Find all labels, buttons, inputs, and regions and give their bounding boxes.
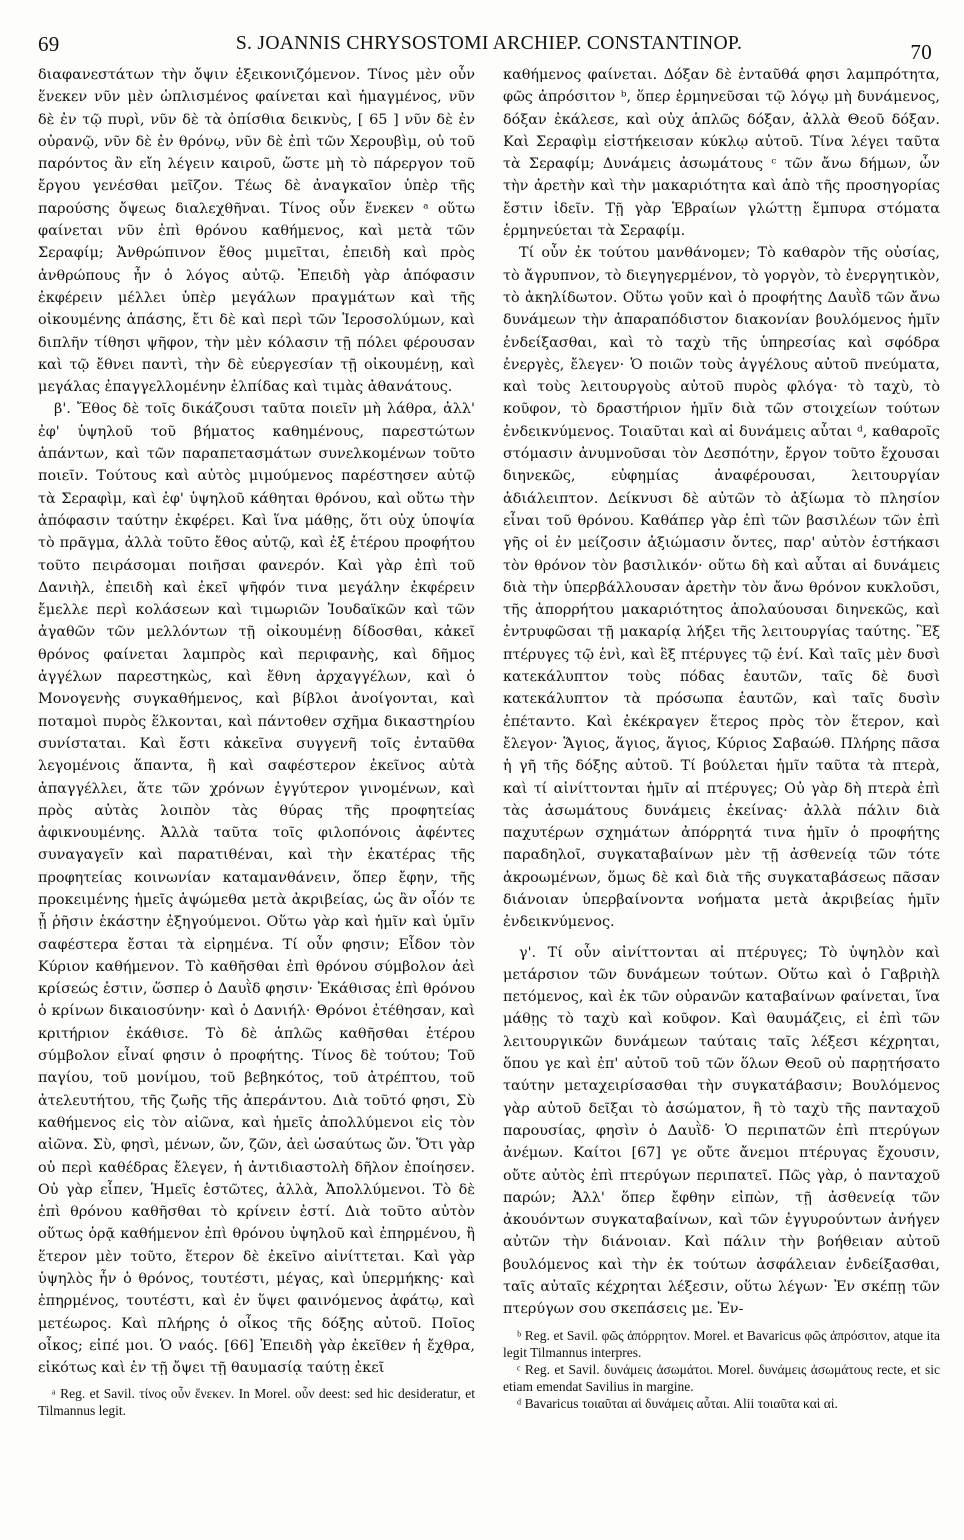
right-footnotes bbox=[503, 1327, 940, 1412]
left-paragraph-1: διαφανεστάτων τὴν ὄψιν ἐξεικονιζόμενον. Τίνος μὲν οὖν ἕνεκεν νῦν μὲν ὡπλισμένος φαίνεται καὶ ἡμαγμένος, νῦν δὲ ἐν τῷ πυρὶ, νῦν δὲ τὰ ὀπίσθια δεικνὺς, [ 65 ] νῦν δὲ ἐν οὐρανῷ, νῦν δὲ ἐν θρόνῳ, νῦν δὲ ἐπὶ τῶν Χερουβὶμ, οὐ τοῦ παρόντος ἂν εἴη λέγειν καιροῦ, ὥστε μὴ τὸ πάρεργον τοῦ ἔργου γενέσθαι μεῖζον. Τέως δὲ ἀναγκαῖον ὑπὲρ τῆς παρούσης ὄψεως διαλεχθῆναι. Τίνος οὖν ἕνεκεν ᵃ οὕτω φαίνεται νῦν ἐπὶ θρόνου καθήμενος, καὶ μετὰ τῶν Σεραφίμ; Ἀνθρώπινον ἔθος μιμεῖται, ἐπειδὴ καὶ πρὸς ἀνθρώπους ἦν ὁ λόγος αὐτῷ. Ἐπειδὴ γὰρ ἀπόφασιν ἐκφέρειν μέλλει ὑπὲρ μεγάλων πραγμάτων καὶ τῆς οἰκουμένης ἁπάσης, ἔτι δὲ καὶ περὶ τῶν Ἱεροσολύμων, καὶ διπλῆν τίθησι ψῆφον, τὴν μὲν κόλασιν τῇ πόλει φέρουσαν καὶ τῷ ἔθνει παντὶ, τὴν δὲ εὐεργεσίαν τῇ οἰκουμένῃ, καὶ μεγάλας ἐπαγγελλομένην ἐλπίδας καὶ τιμὰς ἀθανάτους. bbox=[38, 67, 475, 396]
page-number-left: 69 bbox=[38, 32, 60, 56]
left-paragraph-2: β'. Ἔθος δὲ τοῖς δικάζουσι ταῦτα ποιεῖν μὴ λάθρα, ἀλλ' ἐφ' ὑψηλοῦ τοῦ βήματος καθημένους, παρεστώτων ἁπάντων, καὶ τῶν παραπετασμάτων συνελκομένων τοῦτο ποιεῖν. Τούτους καὶ αὐτὸς μιμούμενος παρέστησεν αὐτῷ τὰ Σεραφὶμ, καὶ ἐφ' ὑψηλοῦ κάθηται θρόνου, καὶ οὕτω τὴν ἀπόφασιν ταύτην ἐκφέρει. Καὶ ἵνα μάθῃς, ὅτι οὐχ ὑποψία τὸ πρᾶγμα, ἀλλὰ τοῦτο ἔθος αὐτῷ, καὶ ἐξ ἑτέρου προφήτου τοῦτο πειράσομαι ποιῆσαι φανερόν. Καὶ γὰρ ἐπὶ τοῦ Δανιὴλ, ἐπειδὴ καὶ ἐκεῖ ψῆφόν τινα μεγάλην ἐκφέρειν ἔμελλε περὶ κολάσεων καὶ τιμωριῶν Ἰουδαϊκῶν καὶ τῶν ἀγαθῶν τῶν μελλόντων τῇ οἰκουμένῃ δίδοσθαι, κἀκεῖ θρόνος φαίνεται λαμπρὸς καὶ περιφανὴς, καὶ δῆμος ἀγγέλων παρεστηκὼς, καὶ ἔθνη ἀρχαγγέλων, καὶ ὁ Μονογενὴς συγκαθήμενος, καὶ βίβλοι ἀνοίγονται, καὶ ποταμοὶ πυρὸς ἕλκονται, καὶ πάντοθεν σχῆμα δικαστηρίου συνίσταται. Καὶ ἔστι κἀκεῖνα συγγενῆ τοῖς ἐνταῦθα λεγομένοις ἅπαντα, ἢ καὶ σαφέστερον ἐκεῖνος αὐτὰ ἀπαγγέλλει, ἅτε τῶν χρόνων ἐγγύτερον γινομένων, καὶ πρὸς αὐτὰς λοιπὸν τὰς θύρας τῆς προφητείας ἀφικνουμένης. Ἀλλὰ ταῦτα τοῖς φιλοπόνοις ἀφέντες συναγαγεῖν καὶ παρατιθέναι, καὶ τὴν ἑκατέρας τῆς προφητείας κοινωνίαν καταμανθάνειν, ὅπερ ἔφην, τῆς προκειμένης ἡμεῖς ἁψώμεθα μετὰ ἀκριβείας, ὡς ἂν οἷόν τε ᾖ ῥῆσιν ἑκάστην ἐξηγούμενοι. Οὕτω γὰρ καὶ ἡμῖν καὶ ὑμῖν σαφέστερα ἔσται τὰ εἰρημένα. Τί οὖν φησιν; Εἶδον τὸν Κύριον καθήμενον. Τὸ καθῆσθαι ἐπὶ θρόνου σύμβολον ἀεὶ κρίσεώς ἐστιν, ὥσπερ ὁ Δαυῒδ φησιν· Ἐκάθισας ἐπὶ θρόνου ὁ κρίνων δικαιοσύνην· καὶ ὁ Δανιήλ· Θρόνοι ἐτέθησαν, καὶ κριτήριον ἐκάθισε. Τὸ δὲ ἁπλῶς καθῆσθαι ἑτέρου σύμβολον εἶναί φησιν ὁ προφήτης. Τίνος δὲ τούτου; Τοῦ παγίου, τοῦ μονίμου, τοῦ βεβηκότος, τοῦ ἀτρέπτου, τοῦ ἀτελευτήτου, τῆς ζωῆς τῆς ἀπεράντου. Διὰ τοῦτό φησι, Σὺ καθήμενος εἰς τὸν αἰῶνα, καὶ ἡμεῖς ἀπολλύμενοι εἰς τὸν αἰῶνα. Σὺ, φησὶ, μένων, ὤν, ζῶν, ἀεὶ ὡσαύτως ὤν. Ὅτι γὰρ οὐ περὶ καθέδρας ἔλεγεν, ἡ ἀντιδιαστολὴ δῆλον ἐποίησεν. Οὐ γὰρ εἶπεν, Ἡμεῖς ἑστῶτες, ἀλλὰ, Ἀπολλύμενοι. Τὸ δὲ ἐπὶ θρόνου καθῆσθαι τὸ κρίνειν ἐστί. Διὰ τοῦτο αὐτὸν οὕτως ὁρᾷ καθήμενον ἐπὶ θρόνου ὑψηλοῦ καὶ ἐπηρμένου, ἢ ἕτερον μὲν τοῦτο, ἕτερον δὲ ἐκεῖνο αἰνίττεται. Καὶ γὰρ ὑψηλὸς ἦν ὁ θρόνος, τουτέστι, μέγας, καὶ ὑπερμήκης· καὶ ἐπηρμένος, τουτέστι, καὶ ἐν ὕψει φαινόμενος ἀφάτῳ, καὶ μετέωρος. Καὶ πλήρης ὁ οἶκος τῆς δόξης αὐτοῦ. Ποῖος οἶκος; εἰπέ μοι. Ὁ ναός. [66] Ἐπειδὴ γὰρ ἐκεῖθεν ἡ ἔχθρα, εἰκότως καὶ ἐν τῇ ὄψει τῇ θαυμασίᾳ ταύτῃ ἐκεῖ bbox=[38, 401, 475, 1377]
left-footnotes bbox=[38, 1384, 475, 1419]
right-paragraph-2: Τί οὖν ἐκ τούτου μανθάνομεν; Τὸ καθαρὸν τῆς οὐσίας, τὸ ἄγρυπνον, τὸ διεγηγερμένον, τὸ γοργὸν, τὸ ἐνεργητικὸν, τὸ ἀκηλίδωτον. Οὕτω γοῦν καὶ ὁ προφήτης Δαυῒδ τῶν ἄνω δυνάμεων τὴν ἀπαραπόδιστον διακονίαν βουλόμενος ἡμῖν ἐνδείξασθαι, καὶ τὸ ταχὺ τῆς ὑπηρεσίας καὶ σφόδρα ἐνεργὲς, ἔλεγεν· Ὁ ποιῶν τοὺς ἀγγέλους αὐτοῦ πνεύματα, καὶ τοὺς λειτουργοὺς αὐτοῦ πυρὸς φλόγα· τὸ ταχὺ, τὸ κοῦφον, τὸ δραστήριον ἡμῖν διὰ τῶν στοιχείων τούτων ἐνδεικνύμενος. Τοιαῦται καὶ αἱ δυνάμεις αὗται ᵈ, καθαροῖς στόμασιν ἀνυμνοῦσαι τὸν Δεσπότην, ἔργον τοῦτο ἔχουσαι διηνεκῶς, εὐφημίας ἀναφέρουσαι, λειτουργίαν ἀδιάλειπτον. Δείκνυσι δὲ αὐτῶν τὸ ἀξίωμα τὸ πλησίον εἶναι τοῦ θρόνου. Καθάπερ γὰρ ἐπὶ τῶν βασιλέων τῶν ἐπὶ γῆς οἱ ἐν μείζοσιν ἀξιώμασιν ὄντες, παρ' αὐτὸν ἑστήκασι τὸν θρόνον τὸν βασιλικόν· οὕτω δὴ καὶ αὗται αἱ δυνάμεις διὰ τὴν ὑπερβάλλουσαν ἀρετὴν τὸν ἄνω θρόνον κυκλοῦσι, τῆς ἀπορρήτου μακαριότητος ἀπολαύουσαι διηνεκῶς, καὶ ἐντρυφῶσαι τῇ μακαρίᾳ λήξει τῆς λειτουργίας ταύτης. Ἓξ πτέρυγες τῷ ἑνὶ, καὶ ἓξ πτέρυγες τῷ ἑνί. Καὶ ταῖς μὲν δυσὶ κατεκάλυπτον τοὺς πόδας ἑαυτῶν, ταῖς δὲ δυσὶ κατεκάλυπτον τὰ πρόσωπα ἑαυτῶν, καὶ ταῖς δυσὶν ἐπέταντο. Καὶ ἐκέκραγεν ἕτερος πρὸς τὸν ἕτερον, καὶ ἔλεγον· Ἅγιος, ἅγιος, ἅγιος, Κύριος Σαβαώθ. Πλήρης πᾶσα ἡ γῆ τῆς δόξης αὐτοῦ. Τί βούλεται ἡμῖν ταῦτα τὰ πτερὰ, καὶ τί αἰνίττονται ἡμῖν αἱ πτέρυγες; Οὐ γὰρ δὴ πτερὰ ἐπὶ τὰς ἀσωμάτους δυνάμεις ἐκείνας· ἀλλὰ πάλιν διὰ παχυτέρων σχημάτων ἀπόρρητά τινα ἡμῖν ὁ προφήτης παραδηλοῖ, συγκαταβαίνων μὲν τῇ ἀσθενείᾳ τῶν τότε ἀκροωμένων, ὅμως δὲ καὶ διὰ τῆς συγκαταβάσεως πᾶσαν διάνοιαν ὑπερβαίνοντα νοήματα μετὰ ἀκριβείας ἡμῖν ἐνδεικνύμενος. bbox=[503, 245, 940, 931]
right-paragraph-3: γ'. Τί οὖν αἰνίττονται αἱ πτέρυγες; Τὸ ὑψηλὸν καὶ μετάρσιον τῶν δυνάμεων τούτων. Οὕτω καὶ ὁ Γαβριὴλ πετόμενος, καὶ ἐκ τῶν οὐρανῶν καταβαίνων φαίνεται, ἵνα μάθῃς τὸ ταχὺ καὶ κοῦφον. Καὶ θαυμάζεις, εἰ ἐπὶ τῶν λειτουργικῶν δυνάμεων ταύταις ταῖς λέξεσι κέχρηται, ὅπου γε καὶ ἐπ' αὐτοῦ τοῦ τῶν ὅλων Θεοῦ οὐ παρῃτήσατο ταύτην μεταχειρίσασθαι τὴν συγκατάβασιν; Βουλόμενος γὰρ αὐτοῦ δεῖξαι τὸ ἀσώματον, ἢ τὸ ταχὺ τῆς πανταχοῦ παρουσίας, φησὶν ὁ Δαυῒδ· Ὁ περιπατῶν ἐπὶ πτερύγων ἀνέμων. Καίτοι [67] γε οὔτε ἄνεμοι πτέρυγας ἔχουσιν, οὔτε αὐτὸς ἐπὶ πτερύγων περιπατεῖ. Πῶς γὰρ, ὁ πανταχοῦ παρών; Ἀλλ' ὅπερ ἔφθην εἰπὼν, τῇ ἀσθενείᾳ τῶν ἀκουόντων συγκαταβαίνων, καὶ τῶν ἐγγυρούντων ἀνήγεν αὐτῶν τὴν διάνοιαν. Καὶ πάλιν τὴν βοήθειαν αὐτοῦ βουλόμενος καὶ τὴν ἐκ τούτων ἀσφάλειαν ἐνδείξασθαι, ταῖς αὐταῖς κέχρηται λέξεσιν, οὕτω λέγων· Ἐν σκέπῃ τῶν πτερύγων σου σκεπάσεις με. Ἐν- bbox=[503, 944, 940, 1318]
footnote-c: ᶜ Reg. et Savil. δυνάμεις ἀσωμάτοι. Morel. δυνάμεις ἀσωμάτους recte, et sic etiam emendat Savilius in margine. bbox=[503, 1361, 940, 1394]
page-number-right: 70 bbox=[910, 40, 932, 64]
right-column bbox=[503, 64, 940, 1419]
running-head: S. JOANNIS CHRYSOSTOMI ARCHIEP. CONSTANTINOP. bbox=[235, 32, 743, 54]
footnote-d: ᵈ Bavaricus τοιαῦται αἱ δυνάμεις αὗται. Alii τοιαῦτα καὶ αἱ. bbox=[517, 1395, 838, 1411]
right-paragraph-1: καθήμενος φαίνεται. Δόξαν δὲ ἐνταῦθά φησι λαμπρότητα, φῶς ἀπρόσιτον ᵇ, ὅπερ ἑρμηνεῦσαι τῷ λόγῳ μὴ δυνάμενος, δόξαν ἐκάλεσε, καὶ οὐχ ἁπλῶς δόξαν, ἀλλὰ Θεοῦ δόξαν. Καὶ Σεραφὶμ εἱστήκεισαν κύκλῳ αὐτοῦ. Τίνα λέγει ταῦτα τὰ Σεραφίμ; Δυνάμεις ἀσωμάτους ᶜ τῶν ἄνω δήμων, ὧν τὴν ἀρετὴν καὶ τὴν μακαριότητα καὶ ἀπὸ τῆς προσηγορίας ἔστιν ἰδεῖν. Τῇ γὰρ Ἑβραίων γλώττῃ ἔμπυρα στόματα ἑρμηνεύεται τὰ Σεραφίμ. bbox=[503, 67, 940, 240]
text-columns bbox=[38, 64, 940, 1419]
footnote-b: ᵇ Reg. et Savil. φῶς ἀπόρρητον. Morel. et Bavaricus φῶς ἀπρόσιτον, atque ita legit Tilmannus interpres. bbox=[503, 1327, 940, 1360]
paragraph-gap bbox=[503, 934, 940, 942]
footnote-a: ᵃ Reg. et Savil. τίνος οὖν ἕνεκεν. In Morel. οὖν deest: sed hic desideratur, et Tilmannus legit. bbox=[38, 1385, 475, 1418]
left-column bbox=[38, 64, 475, 1419]
page-header bbox=[38, 26, 940, 64]
